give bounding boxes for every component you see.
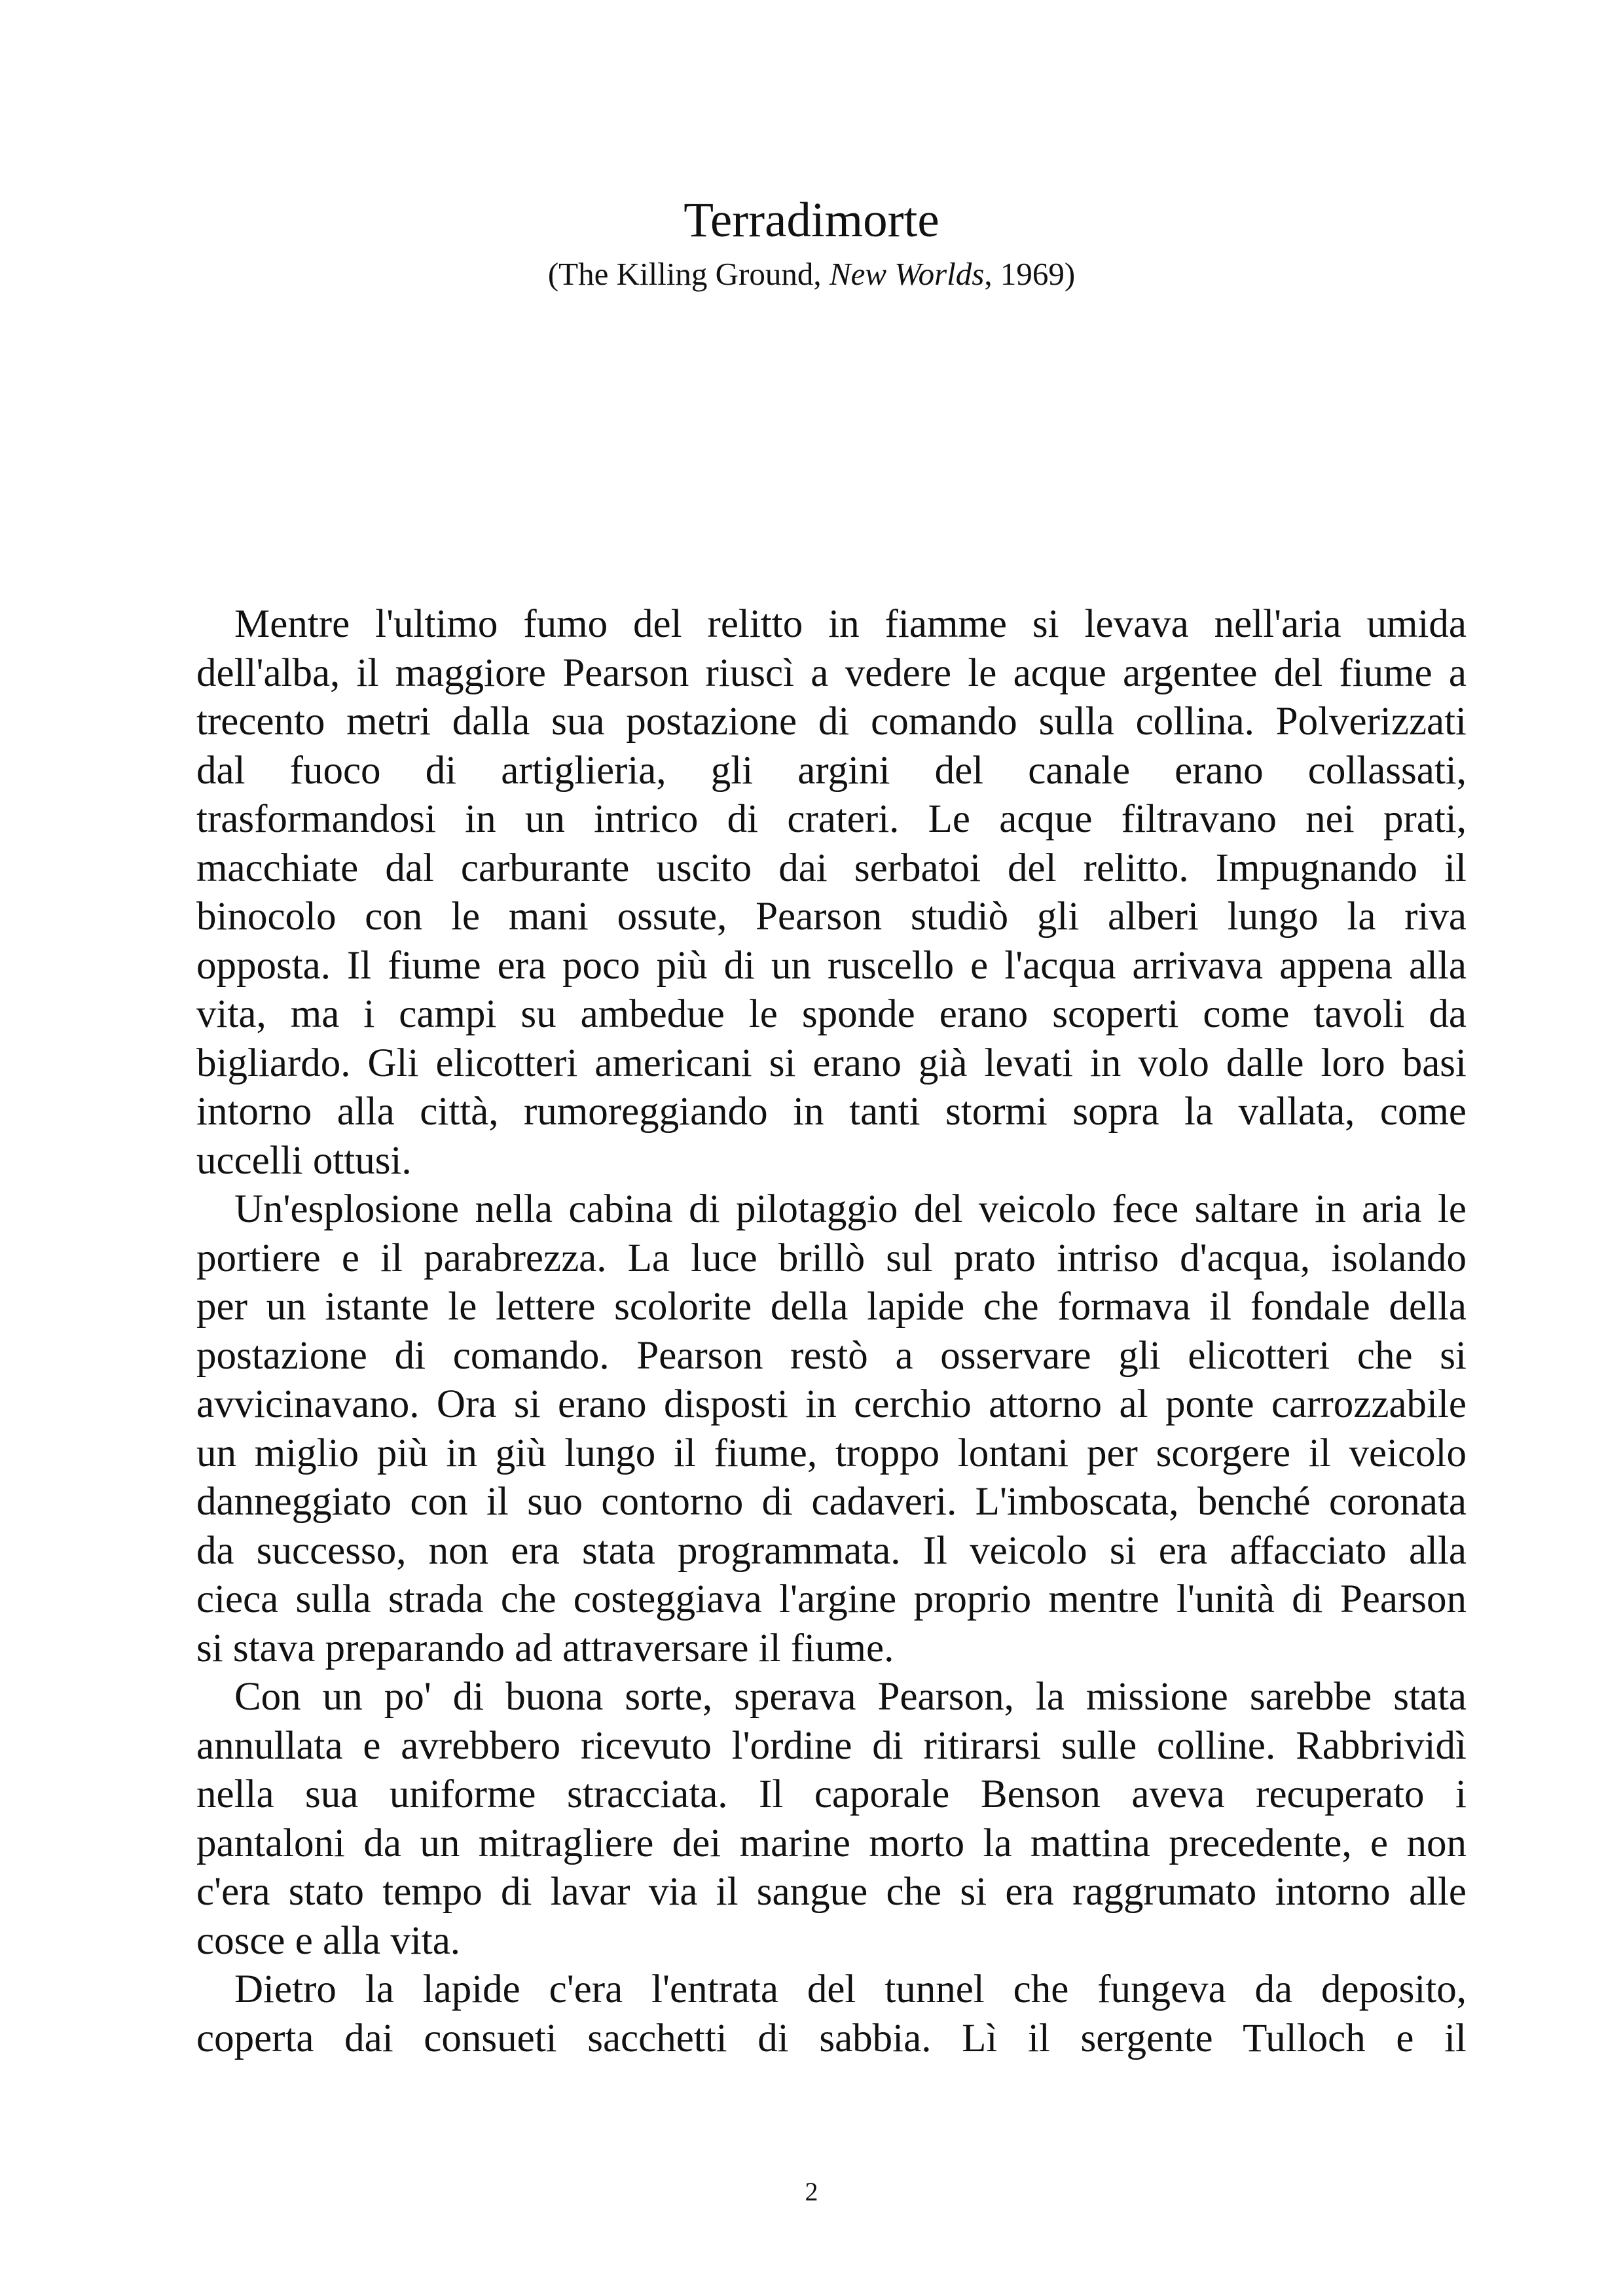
text-line: c'era stato tempo di lavar via il sangue che si era raggrumato intorno alle: [196, 1870, 1467, 1914]
text-line: intorno alla città, rumoreggiando in tanti stormi sopra la vallata, come: [196, 1090, 1467, 1134]
text-line: portiere e il parabrezza. La luce brillò sul prato intriso d'acqua, isolando: [196, 1236, 1467, 1280]
text-line: si stava preparando ad attraversare il fiume.: [196, 1626, 894, 1670]
text-line: pantaloni da un mitragliere dei marine morto la mattina precedente, e non: [196, 1821, 1467, 1865]
text-line: coperta dai consueti sacchetti di sabbia. Lì il sergente Tulloch e il: [196, 2016, 1467, 2060]
text-line: annullata e avrebbero ricevuto l'ordine di ritirarsi sulle colline. Rabbrividì: [196, 1723, 1467, 1768]
page-subtitle: [0, 255, 1623, 294]
text-line: trecento metri dalla sua postazione di comando sulla collina. Polverizzati: [196, 700, 1467, 744]
body-text: [196, 600, 1467, 2063]
text-line: binocolo con le mani ossute, Pearson studiò gli alberi lungo la riva: [196, 895, 1467, 939]
text-line: danneggiato con il suo contorno di cadaveri. L'imboscata, benché coronata: [196, 1480, 1467, 1524]
text-line: uccelli ottusi.: [196, 1138, 412, 1183]
subtitle-italic: New Worlds: [829, 256, 985, 292]
text-line: Dietro la lapide c'era l'entrata del tunnel che fungeva da deposito,: [234, 1967, 1467, 2011]
text-line: vita, ma i campi su ambedue le sponde erano scoperti come tavoli da: [196, 992, 1467, 1036]
paragraph: [196, 600, 1467, 1185]
text-line: opposta. Il fiume era poco più di un ruscello e l'acqua arrivava appena alla: [196, 943, 1467, 988]
text-line: avvicinavano. Ora si erano disposti in cerchio attorno al ponte carrozzabile: [196, 1382, 1467, 1426]
text-line: cosce e alla vita.: [196, 1918, 461, 1963]
paragraph: [196, 1673, 1467, 1965]
text-line: Un'esplosione nella cabina di pilotaggio del veicolo fece saltare in aria le: [234, 1187, 1467, 1231]
text-line: da successo, non era stata programmata. Il veicolo si era affacciato alla: [196, 1528, 1467, 1573]
text-line: Con un po' di buona sorte, sperava Pearson, la missione sarebbe stata: [234, 1675, 1467, 1719]
text-line: dal fuoco di artiglieria, gli argini del canale erano collassati,: [196, 748, 1467, 793]
text-line: dell'alba, il maggiore Pearson riuscì a vedere le acque argentee del fiume a: [196, 651, 1467, 695]
text-line: postazione di comando. Pearson restò a osservare gli elicotteri che si: [196, 1333, 1467, 1378]
text-line: trasformandosi in un intrico di crateri. Le acque filtravano nei prati,: [196, 797, 1467, 841]
subtitle-suffix: , 1969): [984, 256, 1076, 292]
text-line: cieca sulla strada che costeggiava l'argine proprio mentre l'unità di Pearson: [196, 1577, 1467, 1621]
page-title: Terradimorte: [684, 193, 939, 247]
text-line: per un istante le lettere scolorite della lapide che formava il fondale della: [196, 1285, 1467, 1329]
text-line: macchiate dal carburante uscito dai serbatoi del relitto. Impugnando il: [196, 846, 1467, 890]
subtitle-prefix: (The Killing Ground,: [547, 256, 830, 292]
text-line: nella sua uniforme stracciata. Il caporale Benson aveva recuperato i: [196, 1772, 1467, 1816]
paragraph: [196, 1965, 1467, 2063]
paragraph: [196, 1185, 1467, 1673]
text-line: Mentre l'ultimo fumo del relitto in fiamme si levava nell'aria umida: [234, 602, 1467, 646]
page-number: 2: [805, 2177, 818, 2206]
text-line: bigliardo. Gli elicotteri americani si erano già levati in volo dalle loro basi: [196, 1041, 1467, 1085]
text-line: un miglio più in giù lungo il fiume, troppo lontani per scorgere il veicolo: [196, 1431, 1467, 1475]
